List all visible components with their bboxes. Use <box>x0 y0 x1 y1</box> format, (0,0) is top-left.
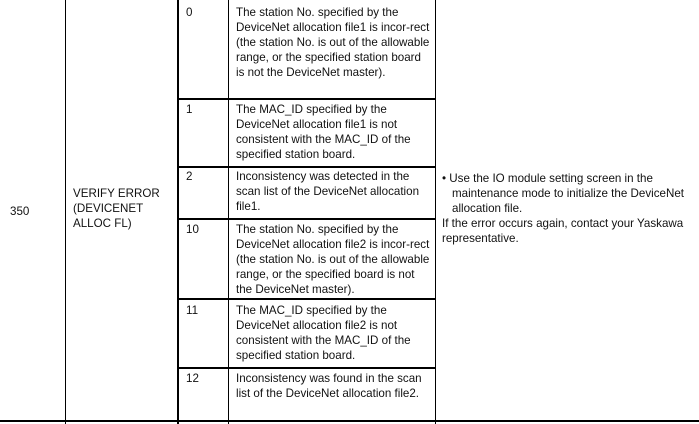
remedy-bullet: • Use the IO module setting screen in the maintenance mode to initialize the DeviceNet allocation file. <box>442 172 684 215</box>
remedy-note: If the error occurs again, contact your Yaskawa representative. <box>442 217 684 245</box>
row-divider <box>178 98 436 100</box>
error-message-line: ALLOC FL) <box>73 217 132 230</box>
error-message-line: (DEVICENET <box>73 202 144 215</box>
row-divider <box>178 218 436 220</box>
error-number: 350 <box>10 205 30 218</box>
column-divider <box>65 0 66 424</box>
subcode: 2 <box>186 170 193 183</box>
row-divider <box>178 367 436 369</box>
row-divider <box>178 166 436 168</box>
subcode: 12 <box>186 372 199 385</box>
subcode-description: The station No. specified by the DeviceNet allocation file2 is incor-rect (the station No. is out of the allowable range, or the specified board is not the DeviceNet master). <box>236 223 430 296</box>
remedy <box>442 171 692 246</box>
error-message-line: VERIFY ERROR <box>73 187 160 200</box>
subcode-description: The MAC_ID specified by the DeviceNet allocation file2 is not consistent with the MAC_ID of the specified station board. <box>236 304 411 362</box>
subcode: 11 <box>186 304 199 317</box>
error-message <box>73 186 173 231</box>
subcode-description: The MAC_ID specified by the DeviceNet allocation file1 is not consistent with the MAC_ID of the specified station board. <box>236 103 411 161</box>
subcode-description: The station No. specified by the DeviceNet allocation file1 is incor-rect (the station No. is out of the allowable range, or the specified station board is not the DeviceNet master). <box>236 6 430 79</box>
subcode: 0 <box>186 6 193 19</box>
column-divider <box>177 0 179 424</box>
column-divider <box>228 0 229 424</box>
row-divider <box>178 298 436 300</box>
subcode: 10 <box>186 223 199 236</box>
subcode-description: Inconsistency was found in the scan list of the DeviceNet allocation file2. <box>236 372 422 400</box>
table-bottom-border <box>0 420 699 422</box>
subcode-description: Inconsistency was detected in the scan list of the DeviceNet allocation file1. <box>236 170 420 213</box>
column-divider <box>435 0 436 424</box>
subcode: 1 <box>186 103 193 116</box>
